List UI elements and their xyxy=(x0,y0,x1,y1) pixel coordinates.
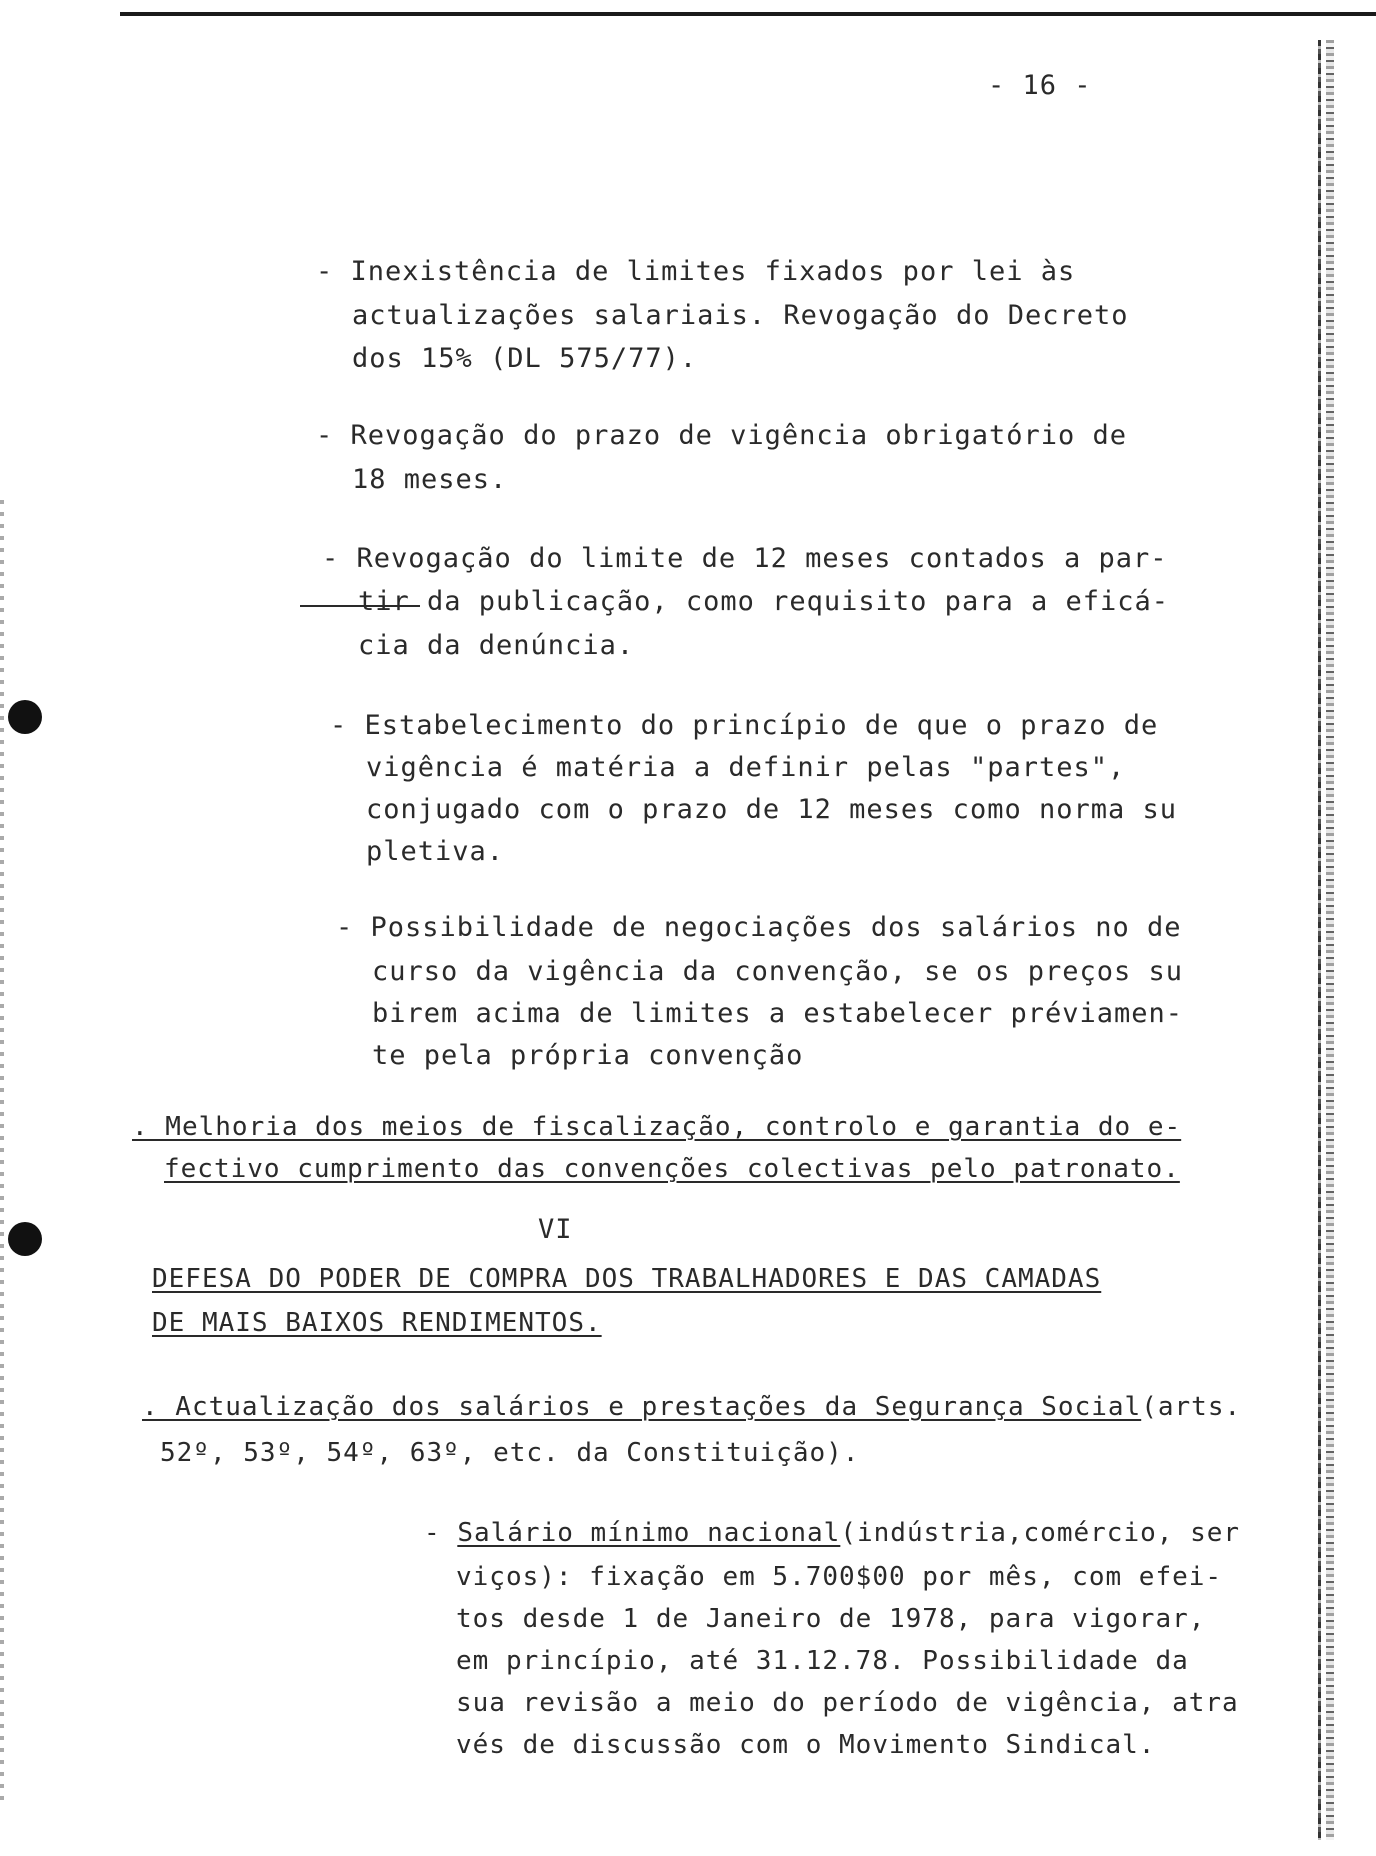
section-heading-line-2: DE MAIS BAIXOS RENDIMENTOS. xyxy=(152,1308,602,1338)
bullet-5-line-1: - Possibilidade de negociações dos salários no de xyxy=(336,912,1182,943)
bullet-2-line-2: 18 meses. xyxy=(352,464,508,495)
salario-line-4: em princípio, até 31.12.78. Possibilidade da xyxy=(456,1646,1189,1676)
salario-line-6: vés de discussão com o Movimento Sindical. xyxy=(456,1730,1156,1760)
bullet-1-line-1: - Inexistência de limites fixados por lei às xyxy=(316,256,1076,287)
bullet-3-line-2: tir da publicação, como requisito para a eficá- xyxy=(358,586,1170,617)
scan-edge-right xyxy=(1318,40,1321,1840)
bullet-5-line-2: curso da vigência da convenção, se os preços su xyxy=(372,956,1184,987)
salario-line-1 xyxy=(424,1520,1240,1546)
bullet-4-line-2: vigência é matéria a definir pelas "partes", xyxy=(366,752,1126,783)
punch-hole-bottom xyxy=(8,1222,42,1256)
melhoria-line-2: fectivo cumprimento das convenções colectivas pelo patronato. xyxy=(164,1154,1180,1184)
scan-edge-right-shadow xyxy=(1326,40,1334,1840)
punch-hole-top xyxy=(8,700,42,734)
bullet-1-line-3: dos 15% (DL 575/77). xyxy=(352,343,698,374)
top-rule xyxy=(120,12,1376,16)
actualizacao-underlined: . Actualização dos salários e prestações da Segurança Social xyxy=(142,1392,1142,1422)
salario-line-5: sua revisão a meio do período de vigência, atra xyxy=(456,1688,1239,1718)
actualizacao-arts: (arts. xyxy=(1141,1392,1242,1422)
bullet-3-line-1: - Revogação do limite de 12 meses contados a par- xyxy=(322,543,1168,574)
bullet-5-line-4: te pela própria convenção xyxy=(372,1040,804,1071)
bullet-4-line-4: pletiva. xyxy=(366,836,505,867)
salario-line-3: tos desde 1 de Janeiro de 1978, para vigorar, xyxy=(456,1604,1206,1634)
bullet-5-line-3: birem acima de limites a estabelecer préviamen- xyxy=(372,998,1184,1029)
salario-title: Salário mínimo nacional xyxy=(457,1518,841,1548)
bullet-4-line-3: conjugado com o prazo de 12 meses como norma su xyxy=(366,794,1178,825)
section-numeral: VI xyxy=(538,1214,573,1245)
bullet-2-line-1: - Revogação do prazo de vigência obrigatório de xyxy=(316,420,1128,451)
page-number: - 16 - xyxy=(988,70,1092,101)
bullet-3-line-3: cia da denúncia. xyxy=(358,630,635,661)
salario-line-1-rest: (indústria,comércio, ser xyxy=(840,1518,1241,1548)
actualizacao-line-1 xyxy=(142,1394,1241,1420)
bullet-4-line-1: - Estabelecimento do princípio de que o prazo de xyxy=(330,710,1159,741)
actualizacao-line-2: 52º, 53º, 54º, 63º, etc. da Constituição). xyxy=(160,1438,860,1468)
bullet-1-line-2: actualizações salariais. Revogação do Decreto xyxy=(352,300,1129,331)
section-heading-line-1: DEFESA DO PODER DE COMPRA DOS TRABALHADORES E DAS CAMADAS xyxy=(152,1264,1102,1294)
salario-dash: - xyxy=(424,1518,458,1548)
melhoria-line-1: . Melhoria dos meios de fiscalização, controlo e garantia do e- xyxy=(132,1112,1182,1142)
salario-line-2: viços): fixação em 5.700$00 por mês, com efei- xyxy=(456,1562,1223,1592)
scan-edge-left xyxy=(0,500,4,1800)
